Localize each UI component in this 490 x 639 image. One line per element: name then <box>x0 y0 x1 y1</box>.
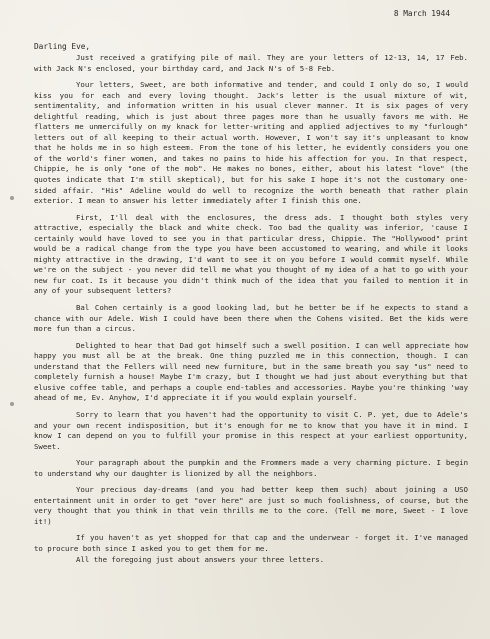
punch-hole-mark <box>10 402 14 406</box>
salutation: Darling Eve, <box>34 42 91 51</box>
paragraph: Your letters, Sweet, are both informative and tender, and could I only do so, I would kiss you for each and every loving thought. Jack's letter is the usual mixture of wit, sentimentality, and information written in his usual clever manner. It is six pages of very delightful reading, which is just about three pages more than he usually favors me with. He flatters me unmercifully on my knack for letter-writing and applied adjectives to my "furlough" letters out of all keeping to their actual worth. However, I won't say it's unpleasant to know that he holds me in so high esteem. From the tone of his letter, he evidently considers you one of the world's finer women, and takes no pains to hide his affection for you. In that respect, Chippie, he is only "one of the mob". He makes no bones, either, about his latest "love" (the quotes indicate that I'm still skeptical), but for his sake I hope it's not the customary one-sided affair. "His" Adeline would do well to recognize the worth beneath that rather plain exterior. I mean to answer his letter immediately after I finish this one. <box>34 80 468 206</box>
paragraph: All the foregoing just about answers your three letters. <box>76 554 325 564</box>
paragraph: Delighted to hear that Dad got himself such a swell position. I can well appreciate how happy you must all be at the break. One thing puzzled me in this connection, though. I can understand that the Fellers will need new furniture, but in the same breath you say "us" need to completely furnish a house! Maybe I'm crazy, but I thought we had just about everything but that elusive coffee table, and perhaps a couple end-tables and accessories. Maybe you're thinking 'way ahead of me, Ev. Anyhow, I'd appreciate it if you would explain yourself. <box>34 340 468 403</box>
paragraph: If you haven't as yet shopped for that cap and the underwear - forget it. I've managed to procure both since I asked you to get them for me. <box>34 533 468 553</box>
letter-date: 8 March 1944 <box>393 9 450 18</box>
punch-hole-mark <box>10 196 14 200</box>
paragraph: Your precious day-dreams (and you had better keep them such) about joining a USO entertainment unit in order to get "over here" are just so much foolishness, of course, but the very thought that you think in that vein thrills me to the core. (Tell me more, Sweet - I love it!) <box>34 485 468 526</box>
paragraph: Just received a gratifying pile of mail. They are your letters of 12-13, 14, 17 Feb. with Jack N's enclosed, your birthday card, and Jack N's of 5-8 Feb. <box>34 53 468 73</box>
paragraph: Sorry to learn that you haven't had the opportunity to visit C. P. yet, due to Adele's and your own recent indisposition, but it's enough for me to know that you have it in mind. I know I can depend on you to fulfill your promise in this respect at your earliest opportunity, Sweet. <box>34 409 468 451</box>
letter-body <box>34 53 468 565</box>
paragraph: Your paragraph about the pumpkin and the Frommers made a very charming picture. I begin to understand why our daughter is lionized by all the neighbors. <box>34 458 468 478</box>
paragraph: First, I'll deal with the enclosures, the dress ads. I thought both styles very attractive, especially the black and white check. Too bad the quality was inferior, 'cause I certainly would have loved to see you in that particular dress, Chippie. The "Hollywood" print would be a radical change from the type you have been accustomed to wearing, and while it looks mighty attractive in the drawing, I'd want to see it on you before I would commit myself. While we're on the subject - you never did tell me what you thought of my idea of a hat to go with your new fur coat. Is it because you didn't think much of the idea that you failed to mention it in any of your subsequent letters? <box>34 212 468 296</box>
paragraph: Bal Cohen certainly is a good looking lad, but he better be if he expects to stand a chance with our Adele. Wish I could have been there when the Cohens visited. Bet the kids were more fun than a circus. <box>34 303 468 334</box>
